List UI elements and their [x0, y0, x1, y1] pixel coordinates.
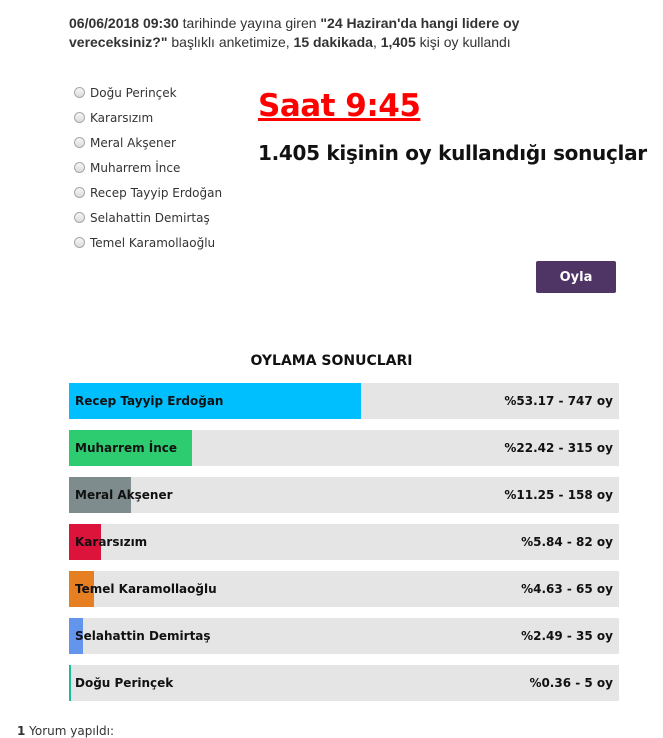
- option-label: Selahattin Demirtaş: [90, 210, 210, 225]
- headline-time: Saat 9:45: [258, 88, 421, 124]
- option-label: Recep Tayyip Erdoğan: [90, 185, 223, 200]
- vote-count: 1,405: [380, 34, 416, 50]
- radio-icon[interactable]: [74, 87, 85, 98]
- comment-label: Yorum yapıldı:: [25, 724, 115, 738]
- poll-question: "24 Haziran'da hangi lidere oy vereceksiniz?": [69, 15, 520, 50]
- result-percent-votes: %22.42 - 315 oy: [504, 441, 613, 455]
- result-bar: [69, 618, 619, 654]
- radio-icon[interactable]: [74, 162, 85, 173]
- result-candidate-name: Temel Karamollaoğlu: [75, 582, 217, 596]
- option-label: Doğu Perinçek: [90, 85, 177, 100]
- option-label: Temel Karamollaoğlu: [90, 235, 216, 250]
- radio-icon[interactable]: [74, 112, 85, 123]
- result-bar-fill: [69, 665, 71, 701]
- intro-text-1: tarihinde yayına giren: [178, 15, 321, 31]
- intro-text-2: başlıklı anketimize,: [167, 34, 294, 50]
- option-label: Meral Akşener: [90, 135, 176, 150]
- comments-count[interactable]: [17, 724, 114, 738]
- result-bar: [69, 477, 619, 513]
- result-percent-votes: %2.49 - 35 oy: [521, 629, 613, 643]
- result-candidate-name: Kararsızım: [75, 535, 148, 549]
- result-bar: [69, 571, 619, 607]
- result-candidate-name: Doğu Perinçek: [75, 676, 174, 690]
- option-temel-karamollaoglu[interactable]: [74, 230, 222, 255]
- result-percent-votes: %4.63 - 65 oy: [521, 582, 613, 596]
- option-meral-aksener[interactable]: [74, 130, 222, 155]
- result-candidate-name: Selahattin Demirtaş: [75, 629, 211, 643]
- intro-text-4: kişi oy kullandı: [415, 34, 511, 50]
- results-bars: [69, 383, 619, 712]
- option-kararsizim[interactable]: [74, 105, 222, 130]
- result-percent-votes: %5.84 - 82 oy: [521, 535, 613, 549]
- result-bar: [69, 383, 619, 419]
- poll-options: [74, 80, 222, 255]
- result-percent-votes: %53.17 - 747 oy: [504, 394, 613, 408]
- results-title: OYLAMA SONUCLARI: [250, 353, 413, 369]
- radio-icon[interactable]: [74, 187, 85, 198]
- vote-button[interactable]: Oyla: [536, 261, 616, 293]
- poll-intro: [69, 14, 589, 52]
- result-bar: [69, 430, 619, 466]
- poll-duration: 15 dakikada: [293, 34, 373, 50]
- comment-number: 1: [17, 724, 26, 738]
- option-dogu-perincek[interactable]: [74, 80, 222, 105]
- result-bar: [69, 524, 619, 560]
- poll-date: 06/06/2018 09:30: [69, 15, 179, 31]
- result-candidate-name: Recep Tayyip Erdoğan: [75, 394, 224, 408]
- result-percent-votes: %11.25 - 158 oy: [504, 488, 613, 502]
- option-muharrem-ince[interactable]: [74, 155, 222, 180]
- intro-text-3: ,: [372, 34, 381, 50]
- headline-subtitle: 1.405 kişinin oy kullandığı sonuçlar: [258, 141, 647, 165]
- result-candidate-name: Meral Akşener: [75, 488, 173, 502]
- option-label: Kararsızım: [90, 110, 154, 125]
- result-candidate-name: Muharrem İnce: [75, 441, 178, 455]
- result-bar: [69, 665, 619, 701]
- radio-icon[interactable]: [74, 137, 85, 148]
- radio-icon[interactable]: [74, 237, 85, 248]
- option-selahattin-demirtas[interactable]: [74, 205, 222, 230]
- result-percent-votes: %0.36 - 5 oy: [529, 676, 613, 690]
- option-label: Muharrem İnce: [90, 160, 181, 175]
- radio-icon[interactable]: [74, 212, 85, 223]
- option-recep-tayyip-erdogan[interactable]: [74, 180, 222, 205]
